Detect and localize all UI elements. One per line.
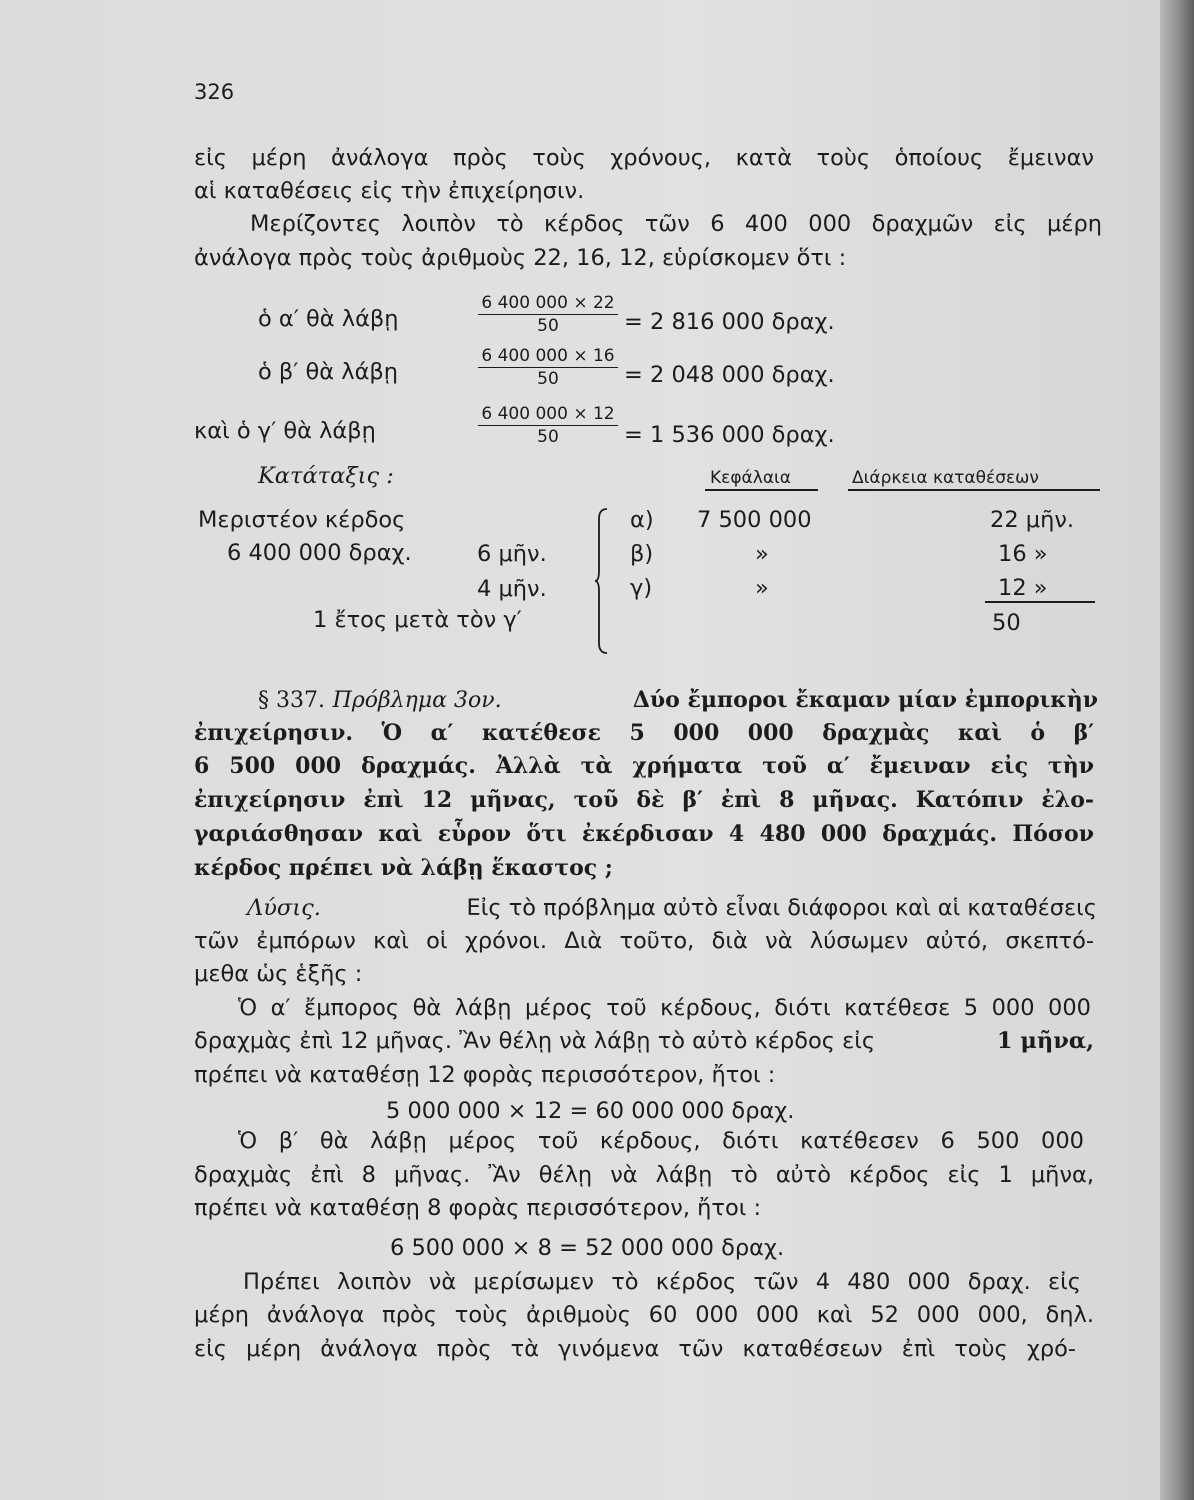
fraction-b-numerator: 6 400 000 × 16 (478, 346, 618, 368)
fraction-c (478, 404, 618, 447)
fraction-label-b: ὁ β′ θὰ λάβῃ (258, 359, 399, 385)
problem-line-1 (258, 685, 1098, 716)
intro-line-2: αἱ καταθέσεις εἰς τὴν ἐπιχείρησιν. (194, 178, 585, 204)
solution-line-9: δραχμὰς ἐπὶ 8 μῆνας. Ἂν θέλῃ νὰ λάβῃ τὸ αὐτὸ κέρδος εἰς 1 μῆνα, (194, 1162, 1094, 1188)
table-header-capital: Κεφάλαια (710, 468, 791, 488)
page-number: 326 (194, 80, 235, 104)
solution-line-2: τῶν ἐμπόρων καὶ οἱ χρόνοι. Διὰ τοῦτο, διὰ νὰ λύσωμεν αὐτό, σκεπτό- (194, 928, 1094, 954)
fraction-b-result: = 2 048 000 δραχ. (624, 362, 835, 388)
total-value: 50 (992, 610, 1021, 636)
fraction-b (478, 346, 618, 389)
problem-line-1-text: Δύο ἔμποροι ἔκαμαν μίαν ἐμπορικὴν (632, 687, 1098, 713)
intro-line-1: εἰς μέρη ἀνάλογα πρὸς τοὺς χρόνους, κατὰ τοὺς ὁποίους ἔμειναν (194, 145, 1094, 171)
problem-line-3: 6 500 000 δραχμάς. Ἀλλὰ τὰ χρήματα τοῦ α′ ἔμειναν εἰς τὴν (194, 753, 1094, 779)
row-b-letter: β) (630, 541, 654, 567)
row-c-duration: 12 » (998, 575, 1048, 601)
problem-line-6: κέρδος πρέπει νὰ λάβῃ ἕκαστος ; (194, 855, 613, 881)
book-spine (1160, 0, 1194, 1500)
fraction-b-denominator: 50 (537, 369, 559, 389)
header-duration-underline (848, 489, 1100, 491)
months-four: 4 μῆν. (477, 576, 547, 602)
solution-line-13: μέρη ἀνάλογα πρὸς τοὺς ἀριθμοὺς 60 000 000 καὶ 52 000 000, δηλ. (194, 1302, 1094, 1328)
fraction-a-result: = 2 816 000 δραχ. (624, 309, 835, 335)
dividend-amount: 6 400 000 δραχ. (227, 540, 412, 566)
problem-line-2: ἐπιχείρησιν. Ὁ α′ κατέθεσε 5 000 000 δραχμὰς καὶ ὁ β′ (194, 720, 1094, 746)
row-b-capital: » (755, 541, 769, 567)
dividend-label: Μεριστέον κέρδος (198, 507, 406, 533)
solution-line-4: Ὁ α′ ἔμπορος θὰ λάβῃ μέρος τοῦ κέρδους, διότι κατέθεσε 5 000 000 (238, 995, 1091, 1021)
solution-line-5-bold: 1 μῆνα, (996, 1028, 1094, 1054)
curly-brace (595, 507, 609, 655)
row-c-letter: γ) (630, 575, 653, 601)
table-header-duration: Διάρκεια καταθέσεων (852, 468, 1039, 488)
fraction-label-a: ὁ α′ θὰ λάβῃ (258, 306, 399, 332)
fraction-c-result: = 1 536 000 δραχ. (624, 422, 835, 448)
one-year-after: 1 ἔτος μετὰ τὸν γ′ (313, 607, 522, 633)
header-capital-underline (705, 489, 818, 491)
fraction-a-numerator: 6 400 000 × 22 (478, 293, 618, 315)
row-a-letter: α) (630, 507, 654, 533)
solution-line-6: πρέπει νὰ καταθέσῃ 12 φορὰς περισσότερον, ἤτοι : (194, 1062, 776, 1088)
solution-line-1 (247, 893, 1097, 923)
section-number: § 337. (258, 688, 325, 713)
row-a-duration: 22 μῆν. (990, 507, 1075, 533)
intro-line-4: ἀνάλογα πρὸς τοὺς ἀριθμοὺς 22, 16, 12, εὑρίσκομεν ὅτι : (194, 245, 847, 271)
row-b-duration: 16 » (998, 541, 1048, 567)
fraction-a (478, 293, 618, 336)
solution-line-8: Ὁ β′ θὰ λάβῃ μέρος τοῦ κέρδους, διότι κατέθεσεν 6 500 000 (238, 1128, 1084, 1154)
row-a-capital: 7 500 000 (697, 507, 812, 533)
solution-line-10: πρέπει νὰ καταθέσῃ 8 φορὰς περισσότερον, ἤτοι : (194, 1195, 762, 1221)
months-six: 6 μῆν. (477, 541, 547, 567)
problem-line-5: γαριάσθησαν καὶ εὗρον ὅτι ἐκέρδισαν 4 480 000 δραχμάς. Πόσον (194, 821, 1094, 847)
fraction-a-denominator: 50 (537, 316, 559, 336)
row-c-capital: » (755, 575, 769, 601)
equation-b: 6 500 000 × 8 = 52 000 000 δραχ. (390, 1235, 785, 1261)
fraction-c-denominator: 50 (537, 427, 559, 447)
fraction-label-c: καὶ ὁ γ′ θὰ λάβῃ (194, 418, 376, 444)
solution-label: Λύσις. (247, 895, 321, 921)
equation-a: 5 000 000 × 12 = 60 000 000 δραχ. (386, 1098, 795, 1124)
solution-line-12: Πρέπει λοιπὸν νὰ μερίσωμεν τὸ κέρδος τῶν 4 480 000 δραχ. εἰς (243, 1269, 1081, 1295)
solution-line-1-text: Εἰς τὸ πρόβλημα αὐτὸ εἶναι διάφοροι καὶ αἱ καταθέσεις (466, 895, 1097, 921)
solution-line-14: εἰς μέρη ἀνάλογα πρὸς τὰ γινόμενα τῶν καταθέσεων ἐπὶ τοὺς χρό- (194, 1336, 1076, 1362)
solution-line-3: μεθα ὡς ἑξῆς : (194, 961, 363, 987)
total-underline (985, 601, 1095, 603)
problem-label: Πρόβλημα 3ον. (332, 688, 502, 713)
solution-line-5-text: δραχμὰς ἐπὶ 12 μῆνας. Ἂν θέλῃ νὰ λάβῃ τὸ αὐτὸ κέρδος εἰς (194, 1028, 876, 1054)
problem-line-4: ἐπιχείρησιν ἐπὶ 12 μῆνας, τοῦ δὲ β′ ἐπὶ 8 μῆνας. Κατόπιν ἐλο- (194, 787, 1094, 813)
solution-line-5 (194, 1026, 1094, 1056)
fraction-c-numerator: 6 400 000 × 12 (478, 404, 618, 426)
table-title: Κατάταξις : (258, 463, 394, 489)
intro-line-3: Μερίζοντες λοιπὸν τὸ κέρδος τῶν 6 400 000 δραχμῶν εἰς μέρη (250, 211, 1102, 237)
